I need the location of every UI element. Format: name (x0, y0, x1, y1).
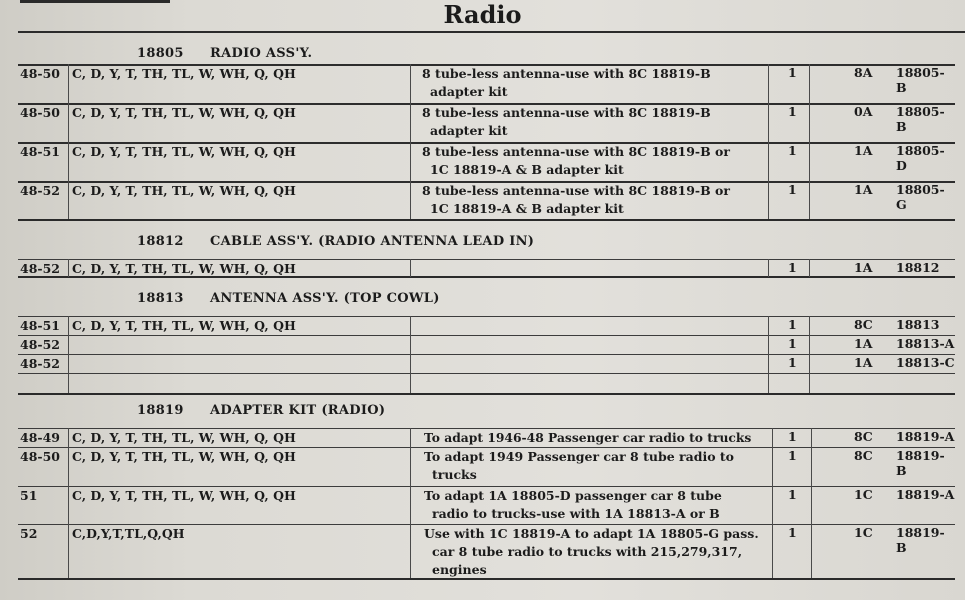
desc-line-2: radio to trucks-use with 1A 18813-A or B (432, 506, 720, 521)
description (424, 487, 784, 523)
desc-line-1: 8 tube-less antenna-use with 8C 18819-B or (422, 183, 730, 198)
section-bottom-rule (18, 578, 955, 580)
quantity: 1 (788, 317, 797, 332)
models: C, D, Y, T, TH, TL, W, WH, Q, QH (72, 66, 296, 81)
desc-line-1: 8 tube-less antenna-use with 8C 18819-B or (422, 144, 730, 159)
models: C, D, Y, T, TH, TL, W, WH, Q, QH (72, 488, 296, 503)
part-number: 18813-A (896, 336, 955, 351)
years: 48-51 (20, 144, 60, 159)
group-code: 8C (854, 317, 873, 332)
column-divider (68, 316, 69, 393)
desc-line-2: 1C 18819-A & B adapter kit (430, 201, 624, 216)
quantity: 1 (788, 448, 797, 463)
column-divider (768, 64, 769, 219)
quantity: 1 (788, 525, 797, 540)
description (422, 65, 772, 101)
row-divider (18, 354, 955, 355)
years: 52 (20, 526, 38, 541)
column-divider (768, 316, 769, 393)
models: C,D,Y,T,TL,Q,QH (72, 526, 185, 541)
section-name: ANTENNA ASS'Y. (TOP COWL) (210, 291, 440, 306)
quantity: 1 (788, 355, 797, 370)
section-name: CABLE ASS'Y. (RADIO ANTENNA LEAD IN) (210, 234, 535, 249)
section-name: RADIO ASS'Y. (210, 46, 313, 61)
years: 48-52 (20, 183, 60, 198)
desc-line-1: To adapt 1946-48 Passenger car radio to trucks (424, 430, 752, 445)
quantity: 1 (788, 429, 797, 444)
desc-line-2: 1C 18819-A & B adapter kit (430, 162, 624, 177)
section-bottom-rule (18, 393, 955, 395)
column-divider (68, 428, 69, 578)
table-row (18, 354, 955, 373)
part-number: 18805-G (896, 182, 945, 212)
column-divider (410, 428, 411, 578)
part-number: 18805-B (896, 65, 945, 95)
years: 48-50 (20, 449, 60, 464)
column-divider (410, 316, 411, 393)
table-row (18, 428, 955, 446)
table-row (18, 524, 955, 580)
table-row (18, 103, 955, 141)
quantity: 1 (788, 143, 797, 158)
table-row (18, 181, 955, 219)
description (424, 429, 784, 447)
models: C, D, Y, T, TH, TL, W, WH, Q, QH (72, 449, 296, 464)
desc-line-1: Use with 1C 18819-A to adapt 1A 18805-G pass. (424, 526, 759, 541)
section-bottom-rule (18, 219, 955, 221)
description (422, 104, 772, 140)
years: 48-50 (20, 105, 60, 120)
part-number: 18819-B (896, 525, 945, 555)
column-divider (772, 428, 773, 578)
table-row (18, 335, 955, 354)
table-row (18, 259, 955, 277)
models: C, D, Y, T, TH, TL, W, WH, Q, QH (72, 183, 296, 198)
group-code: 1A (854, 355, 873, 370)
group-code: 8C (854, 429, 873, 444)
quantity: 1 (788, 104, 797, 119)
section-bottom-rule (18, 276, 955, 278)
table-row (18, 64, 955, 102)
group-code: 0A (854, 104, 873, 119)
desc-line-3: engines (432, 562, 487, 577)
desc-line-2: trucks (432, 467, 477, 482)
quantity: 1 (788, 336, 797, 351)
desc-line-1: 8 tube-less antenna-use with 8C 18819-B (422, 105, 711, 120)
models: C, D, Y, T, TH, TL, W, WH, Q, QH (72, 318, 296, 333)
part-number: 18805-D (896, 143, 945, 173)
page-title: Radio (443, 0, 522, 29)
models: C, D, Y, T, TH, TL, W, WH, Q, QH (72, 261, 296, 276)
column-divider (809, 64, 810, 219)
quantity: 1 (788, 487, 797, 502)
desc-line-2: adapter kit (430, 123, 508, 138)
table-row (18, 316, 955, 335)
group-code: 8A (854, 65, 873, 80)
group-code: 1A (854, 182, 873, 197)
row-divider (18, 373, 955, 374)
title-rule (18, 31, 965, 33)
years: 51 (20, 488, 38, 503)
column-divider (768, 259, 769, 277)
years: 48-50 (20, 66, 60, 81)
column-divider (809, 259, 810, 277)
row-divider (18, 259, 955, 260)
models: C, D, Y, T, TH, TL, W, WH, Q, QH (72, 430, 296, 445)
part-number: 18813-C (896, 355, 955, 370)
part-number: 18819-A (896, 429, 955, 444)
years: 48-51 (20, 318, 60, 333)
group-code: 8C (854, 448, 873, 463)
table-row (18, 142, 955, 180)
description (424, 448, 784, 484)
years: 48-52 (20, 337, 60, 352)
quantity: 1 (788, 182, 797, 197)
column-divider (809, 316, 810, 393)
models: C, D, Y, T, TH, TL, W, WH, Q, QH (72, 144, 296, 159)
description (424, 525, 786, 579)
desc-line-1: To adapt 1949 Passenger car 8 tube radio to (424, 449, 734, 464)
group-code: 1A (854, 336, 873, 351)
row-divider (18, 335, 955, 336)
years: 48-52 (20, 261, 60, 276)
group-code: 1A (854, 260, 873, 275)
section-number: 18812 (137, 234, 184, 249)
part-number: 18805-B (896, 104, 945, 134)
years: 48-49 (20, 430, 60, 445)
models: C, D, Y, T, TH, TL, W, WH, Q, QH (72, 105, 296, 120)
section-number: 18819 (137, 403, 184, 418)
column-divider (68, 64, 69, 219)
desc-line-1: To adapt 1A 18805-D passenger car 8 tube (424, 488, 722, 503)
part-number: 18819-B (896, 448, 945, 478)
column-divider (811, 428, 812, 578)
row-divider (18, 316, 955, 317)
table-row (18, 447, 955, 485)
desc-line-1: 8 tube-less antenna-use with 8C 18819-B (422, 66, 711, 81)
description (422, 143, 772, 179)
part-number: 18813 (896, 317, 940, 332)
section-number: 18813 (137, 291, 184, 306)
group-code: 1C (854, 525, 873, 540)
section-name: ADAPTER KIT (RADIO) (210, 403, 386, 418)
desc-line-2: car 8 tube radio to trucks with 215,279,317, (432, 544, 743, 559)
part-number: 18819-A (896, 487, 955, 502)
quantity: 1 (788, 65, 797, 80)
description (422, 182, 772, 218)
section-number: 18805 (137, 46, 184, 61)
part-number: 18812 (896, 260, 940, 275)
column-divider (410, 64, 411, 219)
group-code: 1C (854, 487, 873, 502)
group-code: 1A (854, 143, 873, 158)
column-divider (68, 259, 69, 277)
years: 48-52 (20, 356, 60, 371)
column-divider (410, 259, 411, 277)
table-row (18, 486, 955, 524)
desc-line-2: adapter kit (430, 84, 508, 99)
quantity: 1 (788, 260, 797, 275)
